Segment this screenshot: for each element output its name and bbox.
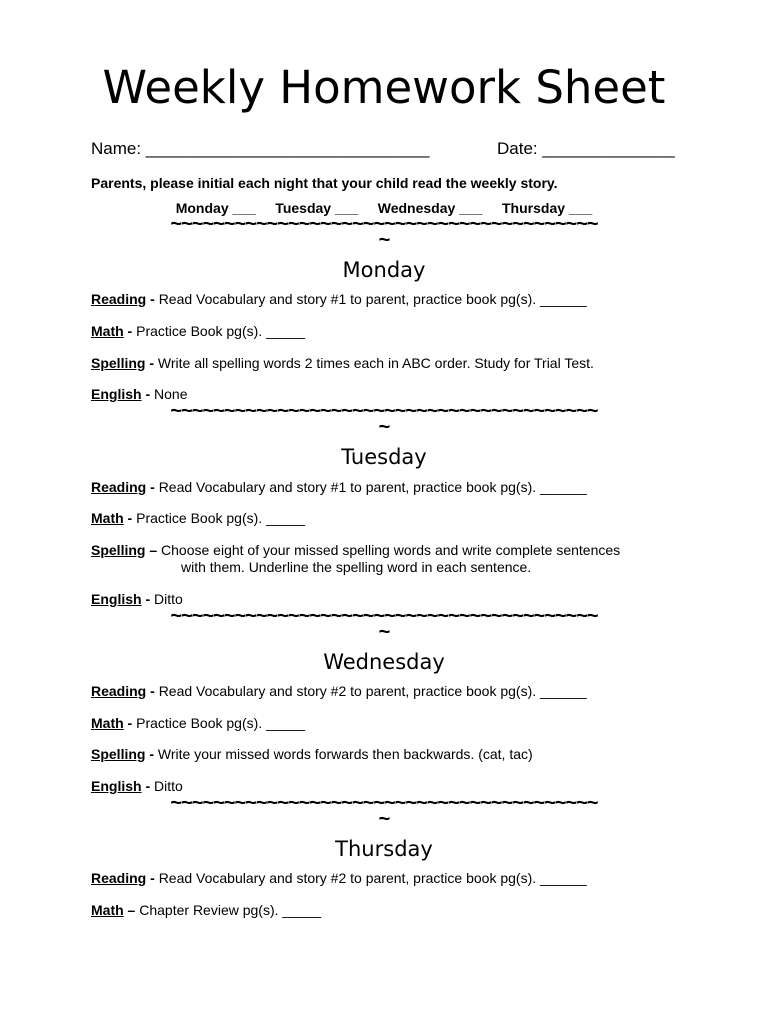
- subject-label: Reading: [91, 291, 147, 307]
- subject-label: Reading: [91, 683, 147, 699]
- tuesday-english-line: [91, 591, 183, 608]
- subject-dash: -: [141, 591, 155, 607]
- wednesday-reading-line: [91, 683, 587, 700]
- subject-label: Spelling: [91, 542, 146, 558]
- subject-dash: -: [123, 715, 137, 731]
- subject-dash: -: [141, 778, 155, 794]
- day-heading-monday: Monday: [342, 258, 426, 282]
- subject-dash: -: [123, 510, 137, 526]
- assignment-text: Ditto: [154, 591, 183, 607]
- wednesday-spelling-line: [91, 746, 533, 763]
- monday-reading-line: [91, 291, 587, 308]
- subject-dash: -: [145, 746, 158, 762]
- day-heading-thursday: Thursday: [335, 837, 433, 861]
- name-date-row: [91, 139, 691, 161]
- subject-dash: -: [146, 291, 159, 307]
- subject-label: Math: [91, 715, 124, 731]
- subject-dash: -: [141, 386, 155, 402]
- wave-line: ~~~~~~~~~~~~~~~~~~~~~~~~~~~~~~~~~~~~~~~~: [170, 213, 598, 235]
- assignment-text: Read Vocabulary and story #1 to parent, practice book pg(s). ______: [158, 291, 587, 307]
- assignment-text: Practice Book pg(s). _____: [136, 715, 305, 731]
- nightly-initials-line: Monday ___ Tuesday ___ Wednesday ___ Thursday ___: [175, 200, 593, 216]
- assignment-text: Write all spelling words 2 times each in ABC order. Study for Trial Test.: [157, 355, 594, 371]
- wednesday-math-line: [91, 715, 305, 732]
- subject-dash: –: [145, 542, 162, 558]
- wave-divider: [0, 400, 768, 438]
- assignment-text: Write your missed words forwards then backwards. (cat, tac): [157, 746, 533, 762]
- subject-label: Reading: [91, 479, 147, 495]
- wave-line: ~~~~~~~~~~~~~~~~~~~~~~~~~~~~~~~~~~~~~~~~: [170, 792, 598, 814]
- tuesday-math-line: [91, 510, 305, 527]
- subject-label: Spelling: [91, 355, 146, 371]
- subject-label: English: [91, 386, 142, 402]
- subject-dash: -: [123, 323, 137, 339]
- subject-dash: –: [123, 902, 140, 918]
- subject-dash: -: [145, 355, 158, 371]
- assignment-text: Chapter Review pg(s). _____: [139, 902, 322, 918]
- assignment-text: Read Vocabulary and story #1 to parent, practice book pg(s). ______: [158, 479, 587, 495]
- parents-note: Parents, please initial each night that your child read the weekly story.: [91, 175, 558, 191]
- wave-divider: [0, 213, 768, 251]
- subject-dash: -: [146, 683, 159, 699]
- assignment-text: None: [154, 386, 188, 402]
- thursday-reading-line: [91, 870, 587, 887]
- subject-label: English: [91, 778, 142, 794]
- wave-tail: ~: [378, 808, 390, 830]
- subject-dash: -: [146, 479, 159, 495]
- assignment-text: Practice Book pg(s). _____: [136, 323, 305, 339]
- subject-label: Math: [91, 902, 124, 918]
- name-field-label: Name: ______________________________: [91, 139, 430, 158]
- date-field-label: Date: ______________: [497, 139, 675, 158]
- subject-label: Math: [91, 323, 124, 339]
- subject-dash: -: [146, 870, 159, 886]
- tuesday-reading-line: [91, 479, 587, 496]
- assignment-text: Read Vocabulary and story #2 to parent, practice book pg(s). ______: [158, 683, 587, 699]
- wave-tail: ~: [378, 416, 390, 438]
- thursday-math-line: [91, 902, 321, 919]
- assignment-text: Choose eight of your missed spelling words and write complete sentences: [161, 542, 621, 558]
- page-title: Weekly Homework Sheet: [102, 61, 666, 114]
- assignment-text: Practice Book pg(s). _____: [136, 510, 305, 526]
- monday-spelling-line: [91, 355, 594, 372]
- wednesday-english-line: [91, 778, 183, 795]
- day-heading-wednesday: Wednesday: [323, 650, 445, 674]
- monday-math-line: [91, 323, 305, 340]
- subject-label: Spelling: [91, 746, 146, 762]
- subject-label: English: [91, 591, 142, 607]
- wave-divider: [0, 792, 768, 830]
- tuesday-spelling-line: [91, 542, 620, 559]
- tuesday-spelling-continuation: with them. Underline the spelling word in each sentence.: [181, 559, 532, 575]
- assignment-text: Read Vocabulary and story #2 to parent, practice book pg(s). ______: [158, 870, 587, 886]
- day-heading-tuesday: Tuesday: [341, 445, 427, 469]
- assignment-text: Ditto: [154, 778, 183, 794]
- wave-line: ~~~~~~~~~~~~~~~~~~~~~~~~~~~~~~~~~~~~~~~~: [170, 400, 598, 422]
- subject-label: Reading: [91, 870, 147, 886]
- subject-label: Math: [91, 510, 124, 526]
- wave-tail: ~: [378, 229, 390, 251]
- wave-divider: [0, 605, 768, 643]
- wave-tail: ~: [378, 621, 390, 643]
- wave-line: ~~~~~~~~~~~~~~~~~~~~~~~~~~~~~~~~~~~~~~~~: [170, 605, 598, 627]
